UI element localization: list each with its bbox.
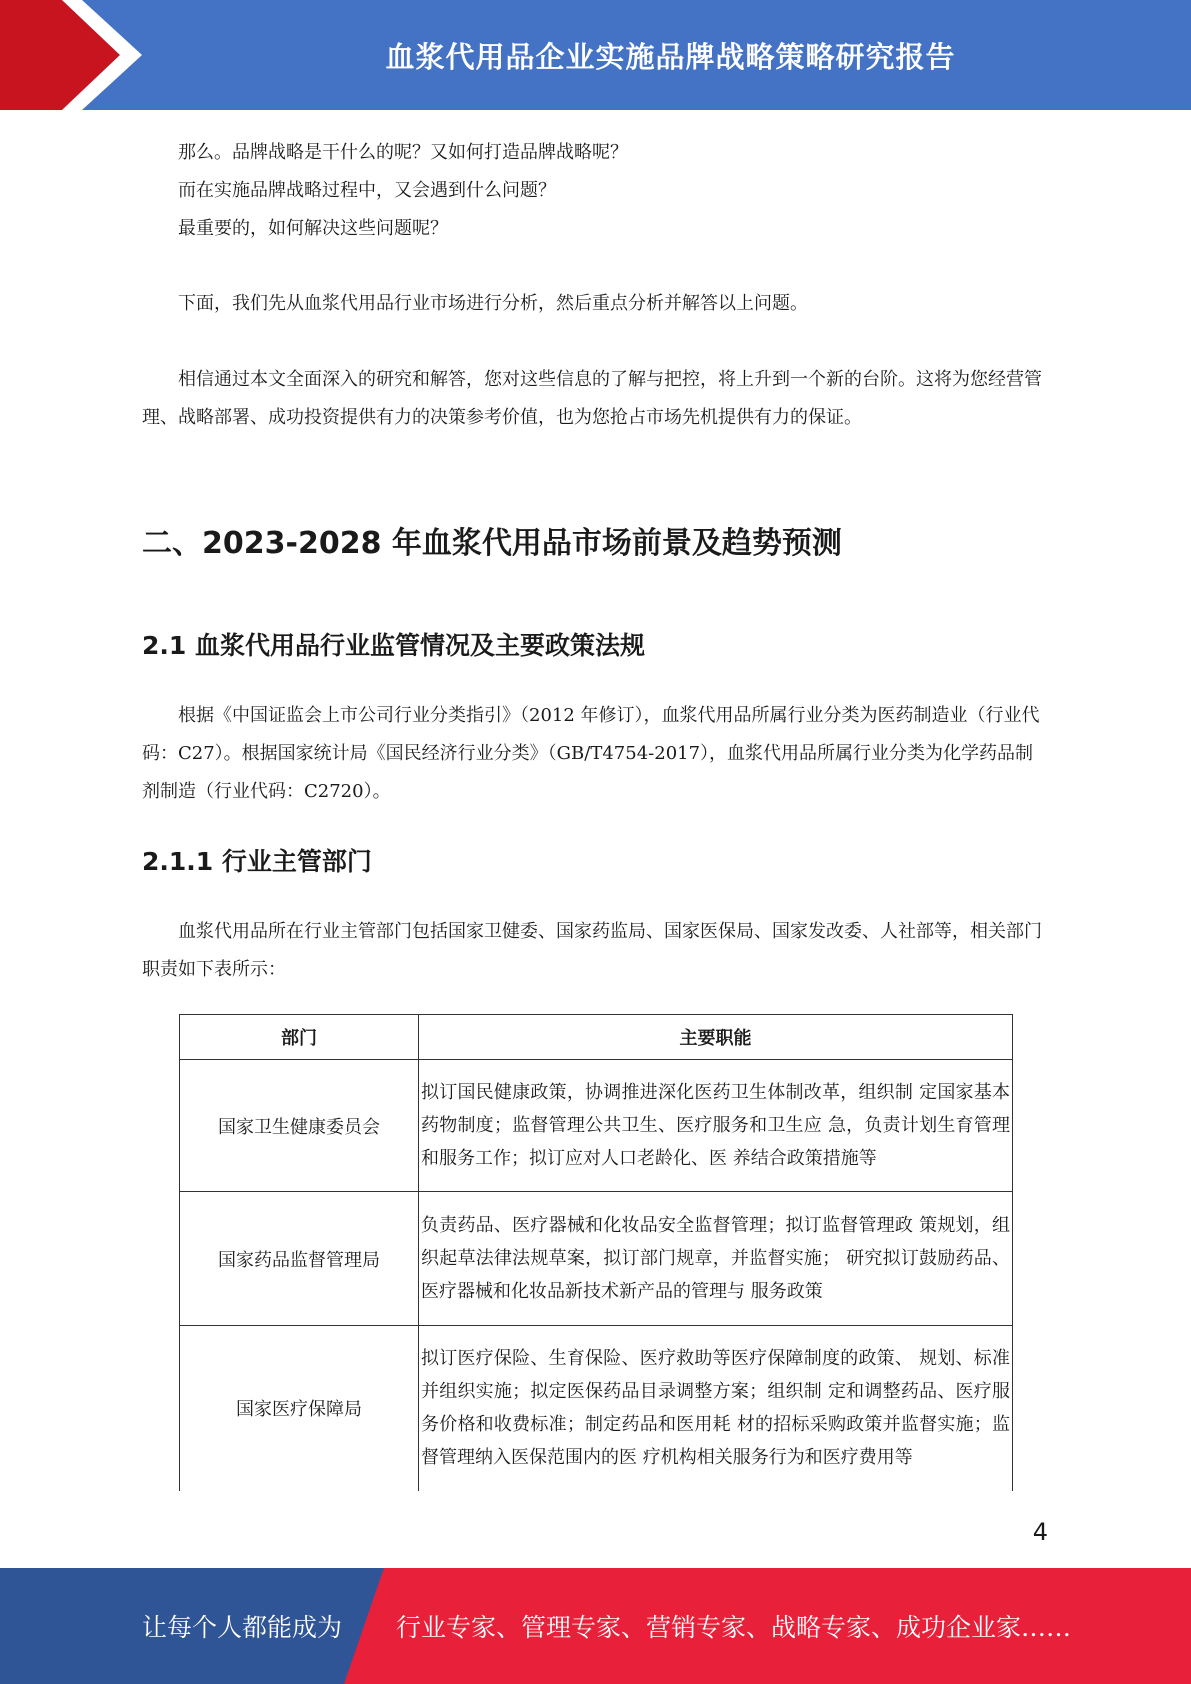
departments-table	[179, 1014, 1013, 1491]
table-header-duties: 主要职能	[419, 1015, 1013, 1060]
intro-questions	[142, 134, 1047, 248]
header-title: 血浆代用品企业实施品牌战略策略研究报告	[385, 39, 956, 74]
section-heading: 二、2023-2028 年血浆代用品市场前景及趋势预测	[142, 526, 842, 561]
footer-slogan-right: 行业专家、管理专家、营销专家、战略专家、成功企业家……	[396, 1613, 1072, 1642]
intro-line-3: 最重要的，如何解决这些问题呢？	[178, 218, 448, 239]
table-cell-department: 国家药品监督管理局	[180, 1192, 419, 1326]
table-cell-duty: 拟订医疗保险、生育保险、医疗救助等医疗保障制度的政策、 规划、标准并组织实施；拟定医保药品目录调整方案；组织制 定和调整药品、医疗服务价格和收费标准；制定药品和医用耗 材的招标采购政策并监督实施；监督管理纳入医保范围内的医 疗机构相关服务行为和医疗费用等	[419, 1326, 1013, 1491]
intro-line-1: 那么。品牌战略是干什么的呢？又如何打造品牌战略呢？	[178, 142, 628, 163]
table-row	[180, 1326, 1013, 1491]
table-header-department: 部门	[180, 1015, 419, 1060]
subsection-heading-2-1-1: 2.1.1 行业主管部门	[142, 847, 372, 876]
subsection-2-1-1-paragraph: 血浆代用品所在行业主管部门包括国家卫健委、国家药监局、国家医保局、国家发改委、人社部等，相关部门职责如下表所示：	[142, 921, 1042, 980]
intro-paragraph-3: 相信通过本文全面深入的研究和解答，您对这些信息的了解与把控，将上升到一个新的台阶。这将为您经营管理、战略部署、成功投资提供有力的决策参考价值，也为您抢占市场先机提供有力的保证。	[142, 369, 1042, 428]
table-header-row	[180, 1015, 1013, 1060]
intro-line-2: 而在实施品牌战略过程中，又会遇到什么问题？	[178, 180, 556, 201]
page-header	[0, 0, 1191, 110]
page-number: 4	[1032, 1518, 1048, 1546]
table-cell-duty: 拟订国民健康政策，协调推进深化医药卫生体制改革，组织制 定国家基本药物制度；监督管理公共卫生、医疗服务和卫生应 急，负责计划生育管理和服务工作；拟订应对人口老龄化、医 养结合政策措施等	[419, 1060, 1013, 1192]
table-row	[180, 1060, 1013, 1192]
footer-slogan-left: 让每个人都能成为	[142, 1613, 343, 1642]
table-cell-department: 国家卫生健康委员会	[180, 1060, 419, 1192]
page-footer	[0, 1568, 1191, 1684]
table-row	[180, 1192, 1013, 1326]
intro-paragraph-2: 下面，我们先从血浆代用品行业市场进行分析，然后重点分析并解答以上问题。	[178, 293, 808, 314]
subsection-2-1-paragraph: 根据《中国证监会上市公司行业分类指引》（2012 年修订），血浆代用品所属行业分类为医药制造业（行业代码：C27）。根据国家统计局《国民经济行业分类》（GB/T4754-2017），血浆代用品所属行业分类为化学药品制剂制造（行业代码：C2720）。	[142, 705, 1040, 802]
subsection-heading-2-1: 2.1 血浆代用品行业监管情况及主要政策法规	[142, 631, 645, 660]
table-cell-duty: 负责药品、医疗器械和化妆品安全监督管理；拟订监督管理政 策规划，组织起草法律法规草案，拟订部门规章，并监督实施； 研究拟订鼓励药品、医疗器械和化妆品新技术新产品的管理与 服务政策	[419, 1192, 1013, 1326]
table-cell-department: 国家医疗保障局	[180, 1326, 419, 1491]
